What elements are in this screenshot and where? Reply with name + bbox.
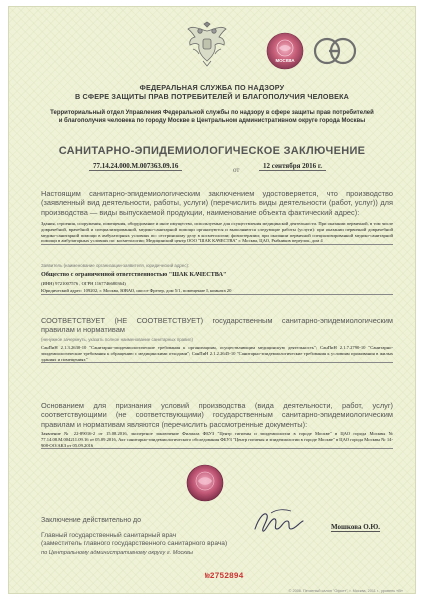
sanpin-list: СанПиН 2.1.3.2630-10 "Санитарно-эпидемиологические требования к организациям, осуществляющим медицинскую деятельность"; СанПиН 2.1.7.2790-10 "Санитарно-эпидемиологические требования к обращению с медицинскими отходами"; СанПиН 2.1.2.2645-10 "Санитарно-эпидемиологические требования к условиям проживания в жилых зданиях и помещениях" [41, 345, 393, 362]
applicant-address: Юридический адрес: 109202, г. Москва, ЮВАО, шоссе Фрезер, дом 5/1, помещение I, комната 20 [41, 288, 393, 295]
hologram-sticker-icon [265, 31, 305, 71]
issue-date: 12 сентября 2016 г. [259, 162, 326, 171]
official-line-3: по Центральному административному округу г. Москвы [41, 549, 193, 556]
hologram-label: МОСКВА [275, 58, 295, 63]
serial-number: №2752894 [205, 572, 244, 581]
official-line-1: Главный государственный санитарный врач [41, 532, 177, 539]
territorial-line-1: Территориальный отдел Управления Федеральной службы по надзору в сфере защиты прав потребителей [50, 110, 374, 116]
basis-documents: Заявление № 22-89016-2 от 15.08.2016, экспертное заключение Филиала ФБУЗ "Центр гигиены и эпидемиологии в городе Москве" в ЦАО города Москвы № 77.14.08.М.004211.09.16 от 05.09.2016, Акт санитарно-эпидемиологического обследования ФБУЗ "Центр гигиены и эпидемиологии в городе Москве" в ЦАО города Москвы № 14-908-ОО/АКЗ от 05.09.2016 [41, 431, 393, 448]
certificate-sheet [8, 6, 416, 594]
official-seal-icon [185, 463, 225, 503]
double-headed-eagle-emblem-icon [185, 21, 229, 69]
date-prefix: от [233, 166, 240, 174]
validity-label: Заключение действительно до [41, 517, 142, 524]
registration-number: 77.14.24.000.М.007363.09.16 [89, 162, 182, 171]
conformity-hint: (ненужное зачеркнуть, указать полное наименование санитарных правил) [41, 337, 193, 342]
signer-name: Мошкова О.Ю. [331, 523, 381, 531]
conformity-statement: СООТВЕТСТВУЕТ (НЕ СООТВЕТСТВУЕТ) государственным санитарно-эпидемиологическим правилам и нормативам [41, 316, 393, 335]
applicant-label: Заявитель (наименование организации-заявителя, юридический адрес): [41, 263, 190, 268]
intro-paragraph: Настоящим санитарно-эпидемиологическим заключением удостоверяется, что производство (заявленный вид деятельности, работы, услуги) (перечислить виды деятельности (работ, услуг)) для производства — виды выпускаемой продукции, наименование объекта фактический адрес): [41, 189, 393, 217]
print-note: © 2008. Печатный салон "Офсет", г. Москва, 2011 г., уровень «В» [288, 589, 403, 593]
basis-paragraph: Основанием для признания условий производства (вида деятельности, работ, услуг) соответствующими (не соответствующими) государственным санитарно-эпидемиологическим правилам и нормативам являются (перечислить рассмотренные документы): [41, 401, 393, 429]
applicant-name: Общество с ограниченной ответственностью "ШАК КАЧЕСТВА" [41, 271, 227, 278]
official-line-2: (заместитель главного государственного санитарного врача) [41, 540, 228, 548]
activity-description: Здания, строения, сооружения, помещения, оборудование и иное имущество, используемые для осуществления медицинской деятельности. При оказании первичной, в том числе доврачебной, врачебной и специализированной, медико-санитарной помощи организуются и выполняются следующие работы (услуги): при оказании первичной доврачебной медико-санитарной помощи в амбулаторных условиях по: сестринскому делу в косметологии; физиотерапии; при оказании первичной специализированной медико-санитарной помощи в амбулаторных условиях по: косметологии; Медицинский центр ООО "ШАК КАЧЕСТВА" г. Москва, ЦАО, Рыбников переулок, дом 4 [41, 221, 393, 244]
territorial-line-2: и благополучия человека по городу Москве в Центральном административном округе города Москвы [58, 118, 366, 124]
official-title [41, 532, 271, 557]
document-title: САНИТАРНО-ЭПИДЕМИОЛОГИЧЕСКОЕ ЗАКЛЮЧЕНИЕ [58, 145, 366, 157]
agency-name [29, 83, 395, 101]
applicant-ids: (ИНН) 9721007576 , ОГРН 1167746680364) [41, 281, 126, 286]
agency-line-2: В СФЕРЕ ЗАЩИТЫ ПРАВ ПОТРЕБИТЕЛЕЙ И БЛАГОПОЛУЧИЯ ЧЕЛОВЕКА [74, 92, 350, 101]
territorial-department [33, 109, 391, 125]
agency-line-1: ФЕДЕРАЛЬНАЯ СЛУЖБА ПО НАДЗОРУ [139, 83, 285, 92]
se-logo-icon [313, 37, 357, 65]
